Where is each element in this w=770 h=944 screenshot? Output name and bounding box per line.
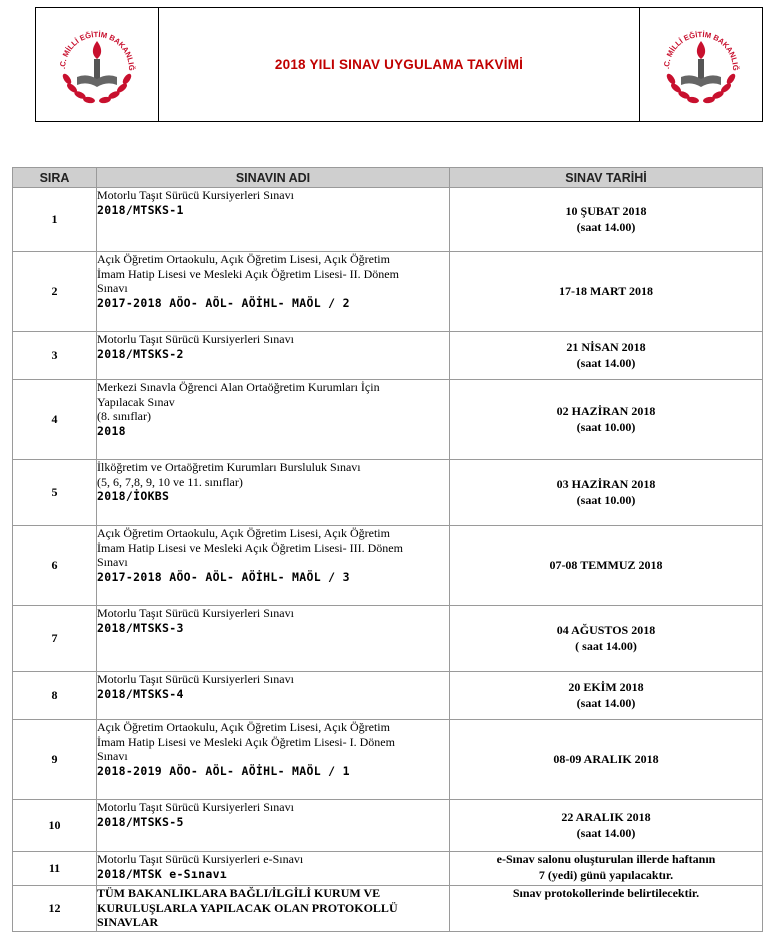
row-number: 1: [13, 188, 97, 252]
exam-description: İlköğretim ve Ortaöğretim Kurumları Bursluluk Sınavı (5, 6, 7,8, 9, 10 ve 11. sınıflar): [97, 460, 361, 489]
exam-schedule-table: [12, 167, 763, 932]
table-header-row: [13, 168, 763, 188]
column-header-sinav-tarihi: SINAV TARİHİ: [450, 168, 763, 188]
ministry-logo-icon: [49, 17, 145, 113]
exam-time: ( saat 14.00): [575, 638, 637, 653]
exam-description: Merkezi Sınavla Öğrenci Alan Ortaöğretim Kurumları İçin Yapılacak Sınav (8. sınıflar): [97, 380, 380, 423]
exam-name-cell: [97, 886, 450, 932]
exam-time: (saat 14.00): [576, 825, 636, 840]
row-number: 6: [13, 526, 97, 606]
row-number: 12: [13, 886, 97, 932]
exam-date-cell: [450, 886, 763, 932]
table-row: [13, 526, 763, 606]
column-header-sira: SIRA: [13, 168, 97, 188]
exam-code: 2018/MTSKS-5: [97, 814, 184, 829]
exam-name-cell: [97, 252, 450, 332]
table-row: [13, 672, 763, 720]
exam-code: 2018/MTSK e-Sınavı: [97, 866, 228, 881]
title-cell: [159, 8, 639, 121]
svg-text:T.C. MİLLİ EĞİTİM BAKANLIĞI: [653, 17, 740, 71]
exam-date: 02 HAZİRAN 2018: [556, 404, 656, 418]
ministry-logo-icon: [653, 17, 749, 113]
logo-cell-left: [36, 8, 159, 121]
exam-date: 10 ŞUBAT 2018: [565, 204, 647, 218]
exam-code: 2018-2019 AÖO- AÖL- AÖİHL- MAÖL / 1: [97, 763, 350, 778]
exam-date: 21 NİSAN 2018: [566, 340, 646, 354]
table-row: [13, 886, 763, 932]
exam-date-cell: [450, 332, 763, 380]
exam-name-cell: [97, 380, 450, 460]
table-row: [13, 800, 763, 852]
exam-code: 2018/MTSKS-4: [97, 686, 184, 701]
exam-name-cell: [97, 800, 450, 852]
exam-date-cell: [450, 188, 763, 252]
exam-code: 2018: [97, 423, 126, 438]
table-row: [13, 852, 763, 886]
exam-name-cell: [97, 720, 450, 800]
exam-time: (saat 14.00): [576, 355, 636, 370]
exam-code: 2018/İOKBS: [97, 489, 170, 503]
exam-date: 20 EKİM 2018: [568, 680, 644, 694]
row-number: 10: [13, 800, 97, 852]
exam-date: 07-08 TEMMUZ 2018: [549, 557, 663, 572]
exam-date-cell: [450, 852, 763, 886]
exam-description: Açık Öğretim Ortaokulu, Açık Öğretim Lisesi, Açık Öğretim İmam Hatip Lisesi ve Mesleki Açık Öğretim Lisesi- I. Dönem Sınavı: [97, 720, 395, 763]
exam-description: Motorlu Taşıt Sürücü Kursiyerleri Sınavı: [97, 800, 294, 814]
exam-date-cell: [450, 720, 763, 800]
row-number: 2: [13, 252, 97, 332]
logo-text: .C. MİLLİ EĞİTİM BAKANLIĞ: [661, 29, 741, 71]
document-header: [35, 7, 763, 122]
table-body: [13, 188, 763, 932]
exam-name-cell: [97, 460, 450, 526]
row-number: 8: [13, 672, 97, 720]
table-row: [13, 332, 763, 380]
page-title: 2018 YILI SINAV UYGULAMA TAKVİMİ: [274, 57, 524, 72]
exam-date: 17-18 MART 2018: [558, 283, 654, 298]
exam-date-cell: [450, 800, 763, 852]
row-number: 3: [13, 332, 97, 380]
exam-description: Motorlu Taşıt Sürücü Kursiyerleri Sınavı: [97, 332, 294, 346]
exam-name-cell: [97, 852, 450, 886]
row-number: 11: [13, 852, 97, 886]
row-number: 4: [13, 380, 97, 460]
exam-date-cell: [450, 672, 763, 720]
table-row: [13, 380, 763, 460]
table-row: [13, 460, 763, 526]
exam-description: Açık Öğretim Ortaokulu, Açık Öğretim Lisesi, Açık Öğretim İmam Hatip Lisesi ve Mesleki Açık Öğretim Lisesi- III. Dönem Sınavı: [97, 526, 403, 569]
exam-name-cell: [97, 526, 450, 606]
exam-description: Motorlu Taşıt Sürücü Kursiyerleri Sınavı: [97, 606, 294, 620]
exam-date: 22 ARALIK 2018: [561, 810, 651, 824]
exam-date: 03 HAZİRAN 2018: [556, 477, 656, 491]
table-row: [13, 252, 763, 332]
row-number: 9: [13, 720, 97, 800]
column-header-sinav-adi: SINAVIN ADI: [97, 168, 450, 188]
exam-code: 2018/MTSKS-1: [97, 202, 184, 217]
exam-date: 08-09 ARALIK 2018: [553, 751, 659, 766]
exam-time: 7 (yedi) günü yapılacaktır.: [538, 867, 674, 882]
table-row: [13, 606, 763, 672]
exam-code: 2018/MTSKS-2: [97, 346, 184, 361]
exam-name-cell: [97, 672, 450, 720]
exam-description: TÜM BAKANLIKLARA BAĞLI/İLGİLİ KURUM VE KURULUŞLARLA YAPILACAK OLAN PROTOKOLLÜ SINAVLAR: [97, 886, 398, 929]
exam-code: 2017-2018 AÖO- AÖL- AÖİHL- MAÖL / 2: [97, 295, 350, 310]
exam-date-cell: [450, 252, 763, 332]
logo-text: .C. MİLLİ EĞİTİM BAKANLIĞ: [57, 29, 137, 71]
table-row: [13, 188, 763, 252]
row-number: 5: [13, 460, 97, 526]
exam-description: Motorlu Taşıt Sürücü Kursiyerleri Sınavı: [97, 188, 294, 202]
exam-description: Açık Öğretim Ortaokulu, Açık Öğretim Lisesi, Açık Öğretim İmam Hatip Lisesi ve Mesleki Açık Öğretim Lisesi- II. Dönem Sınavı: [97, 252, 399, 295]
exam-date-cell: [450, 606, 763, 672]
row-number: 7: [13, 606, 97, 672]
exam-time: (saat 14.00): [576, 219, 636, 234]
exam-time: (saat 14.00): [576, 695, 636, 710]
exam-time: (saat 10.00): [576, 419, 636, 434]
logo-cell-right: [639, 8, 762, 121]
exam-code: 2018/MTSKS-3: [97, 620, 184, 635]
exam-code: 2017-2018 AÖO- AÖL- AÖİHL- MAÖL / 3: [97, 569, 350, 584]
exam-description: Motorlu Taşıt Sürücü Kursiyerleri Sınavı: [97, 672, 294, 686]
exam-time: (saat 10.00): [576, 492, 636, 507]
exam-date: Sınav protokollerinde belirtilecektir.: [512, 886, 700, 900]
exam-date: 04 AĞUSTOS 2018: [556, 623, 656, 637]
exam-date-cell: [450, 460, 763, 526]
exam-date: e-Sınav salonu oluşturulan illerde haftanın: [496, 852, 716, 866]
table-row: [13, 720, 763, 800]
exam-name-cell: [97, 188, 450, 252]
exam-name-cell: [97, 332, 450, 380]
exam-name-cell: [97, 606, 450, 672]
exam-date-cell: [450, 526, 763, 606]
exam-date-cell: [450, 380, 763, 460]
svg-text:T.C. MİLLİ EĞİTİM BAKANLIĞI: [49, 17, 136, 71]
exam-description: Motorlu Taşıt Sürücü Kursiyerleri e-Sınavı: [97, 852, 304, 866]
